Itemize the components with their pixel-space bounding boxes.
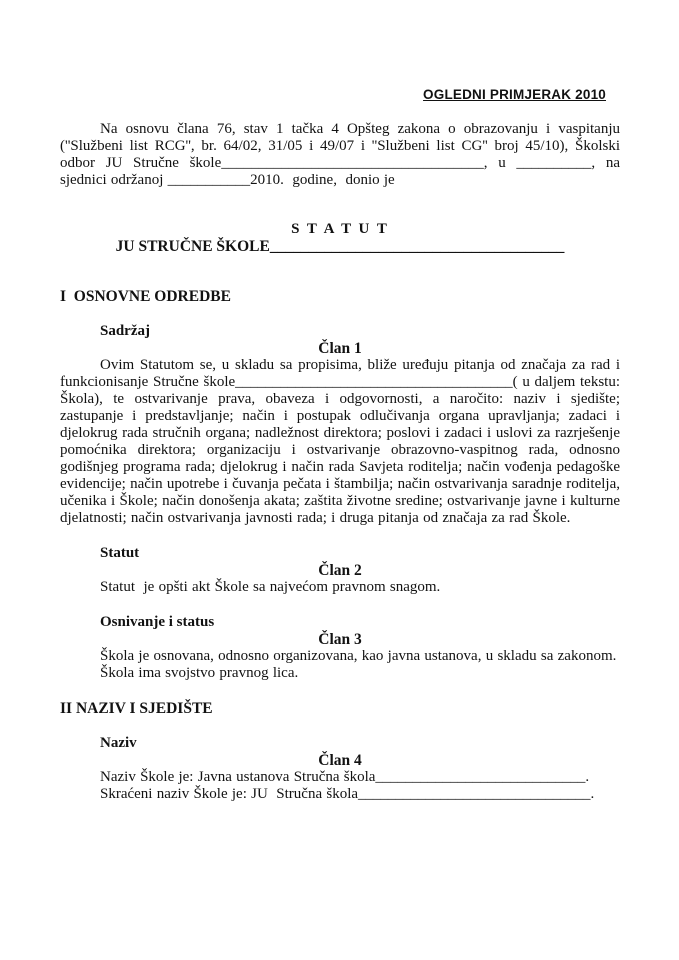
article-3-paragraph-2: Škola ima svojstvo pravnog lica. <box>100 665 299 681</box>
preamble-paragraph: Na osnovu člana 76, stav 1 tačka 4 Opšteg zakona o obrazovanju i vaspitanju (''Službeni list RCG'', br. 64/02, 31/05 i 49/07 i ''Službeni list CG'' broj 45/10), Školski odbor JU Stručne škole___________________________________, u __________, na sjednici održanoj ___________2010. godine, donio je <box>60 121 620 188</box>
article-label-clan-4: Član 4 <box>318 752 362 769</box>
statute-title: S T A T U T <box>291 221 389 237</box>
block-label-naziv: Naziv <box>100 735 137 751</box>
document-header-label: OGLEDNI PRIMJERAK 2010 <box>423 87 606 102</box>
article-1-paragraph: Ovim Statutom se, u skladu sa propisima, bliže uređuju pitanja od značaja za rad i funkcionisanje Stručne škole_____________________________________( u daljem tekstu: Škola), te ostvarivanje prava, obaveza i odgovornosti, a naročito: naziv i sjedište; zastupanje i predstavljanje; način i postupak odlučivanja organa upravljanja; zadaci i djelokrug rada stručnih organa; nadležnost direktora; poslovi i zadaci i uslovi za razrješenje pomoćnika direktora; organizaciju i ostvarivanje obrazovno-vaspitnog rada, odnosno godišnjeg programa rada; djelokrug i način rada Savjeta roditelja; način vođenja pedagoške evidencije; način upotrebe i čuvanja pečata i štambilja; način ostvarivanja saradnje roditelja, učenika i Škole; način donošenja akata; zaštita životne sredine; ostvarivanje javne i kulturne djelatnosti; način ostvarivanja javnosti rada; i druga pitanja od značaja za rad Škole. <box>60 357 620 526</box>
statute-subtitle: JU STRUČNE ŠKOLE______________________________________ <box>115 238 565 255</box>
article-3-paragraph-1: Škola je osnovana, odnosno organizovana, kao javna ustanova, u skladu sa zakonom. <box>100 648 617 664</box>
article-4-paragraph-1: Naziv Škole je: Javna ustanova Stručna škola____________________________. <box>100 769 590 785</box>
block-label-osnivanje-i-status: Osnivanje i status <box>100 614 215 630</box>
section-heading-osnovne-odredbe: I OSNOVNE ODREDBE <box>60 288 231 305</box>
article-4-paragraph-2: Skraćeni naziv Škole je: JU Stručna škola_______________________________. <box>100 786 595 802</box>
block-label-statut: Statut <box>100 545 140 561</box>
article-2-paragraph: Statut je opšti akt Škole sa najvećom pravnom snagom. <box>100 579 441 595</box>
section-heading-naziv-i-sjediste: II NAZIV I SJEDIŠTE <box>60 700 213 717</box>
article-label-clan-1: Član 1 <box>318 340 362 357</box>
article-label-clan-2: Član 2 <box>318 562 362 579</box>
article-label-clan-3: Član 3 <box>318 631 362 648</box>
block-label-sadrzaj: Sadržaj <box>100 323 150 339</box>
